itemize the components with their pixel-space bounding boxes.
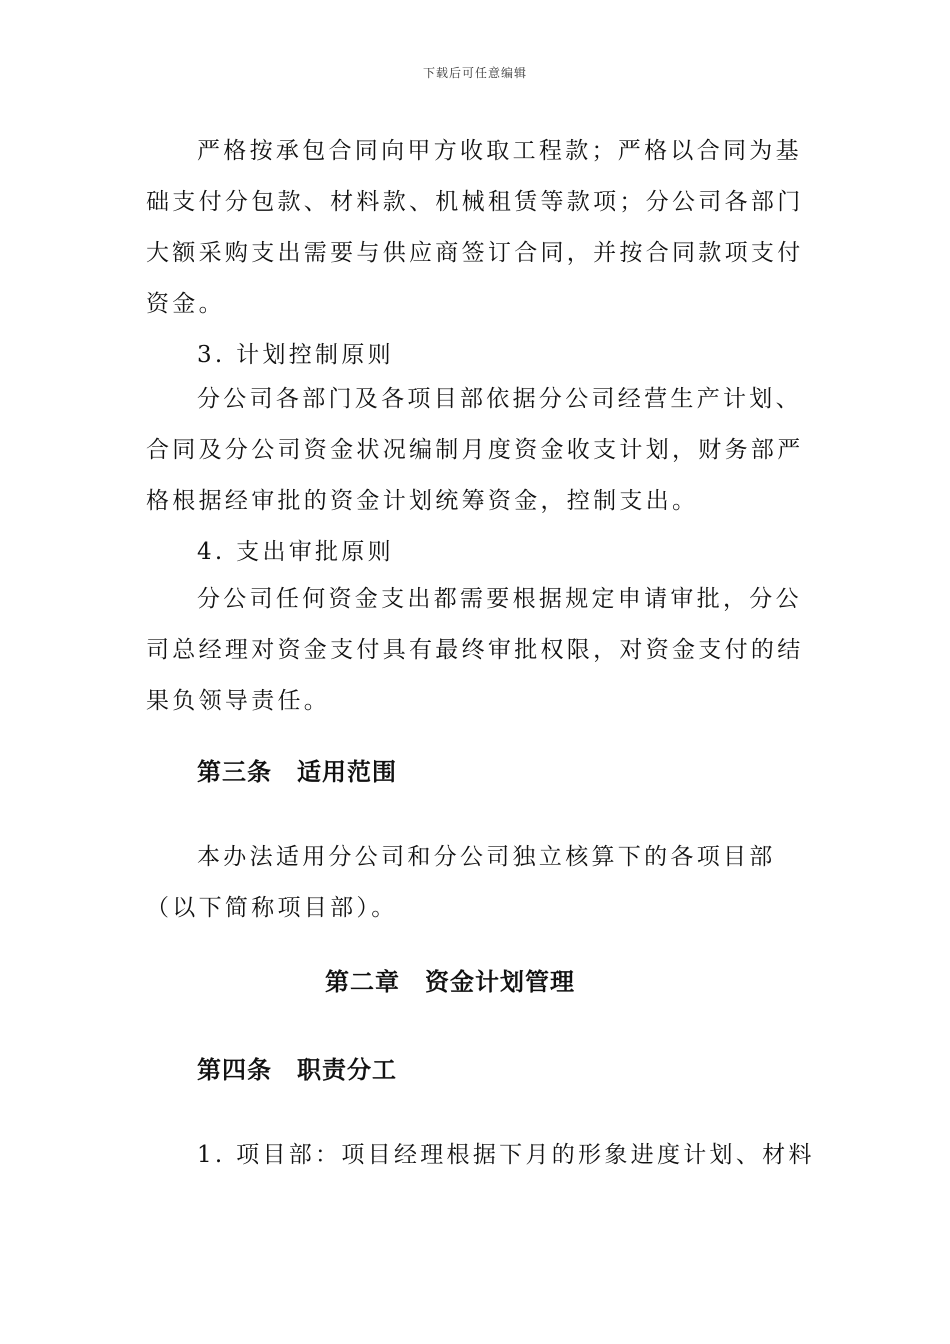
text-line: 分公司任何资金支出都需要根据规定申请审批，分公 [197, 586, 802, 612]
paragraph-payment-principle [146, 126, 806, 381]
text-line: 1. 项目部：项目经理根据下月的形象进度计划、材料 [197, 1142, 815, 1168]
text-line: 分公司各部门及各项目部依据分公司经营生产计划、 [197, 386, 802, 412]
text-line: 格根据经审批的资金计划统筹资金，控制支出。 [146, 488, 699, 514]
paragraph-scope [146, 832, 806, 934]
text-line: 资金。 [146, 291, 225, 317]
chapter-2-heading: 第二章 资金计划管理 [325, 968, 575, 996]
text-line: 合同及分公司资金状况编制月度资金收支计划，财务部严 [146, 437, 804, 463]
text-line: 大额采购支出需要与供应商签订合同，并按合同款项支付 [146, 240, 804, 266]
text-line: 司总经理对资金支付具有最终审批权限，对资金支付的结 [146, 637, 804, 663]
text-line: 本办法适用分公司和分公司独立核算下的各项目部 [197, 844, 776, 870]
article-4-heading: 第四条 职责分工 [197, 1056, 397, 1084]
text-line: 果负领导责任。 [146, 688, 331, 714]
article-3-heading: 第三条 适用范围 [197, 758, 397, 786]
text-line: 严格按承包合同向甲方收取工程款；严格以合同为基 [197, 138, 802, 164]
item-4-title: 4. 支出审批原则 [197, 539, 394, 565]
paragraph-approval [146, 574, 806, 727]
header-note: 下载后可任意编辑 [422, 66, 527, 80]
item-3-title: 3. 计划控制原则 [197, 342, 394, 368]
paragraph-duties [146, 1130, 815, 1181]
text-line: 础支付分包款、材料款、机械租赁等款项；分公司各部门 [146, 189, 804, 215]
text-line: （以下简称项目部）。 [146, 895, 398, 921]
paragraph-plan-control [146, 374, 806, 578]
